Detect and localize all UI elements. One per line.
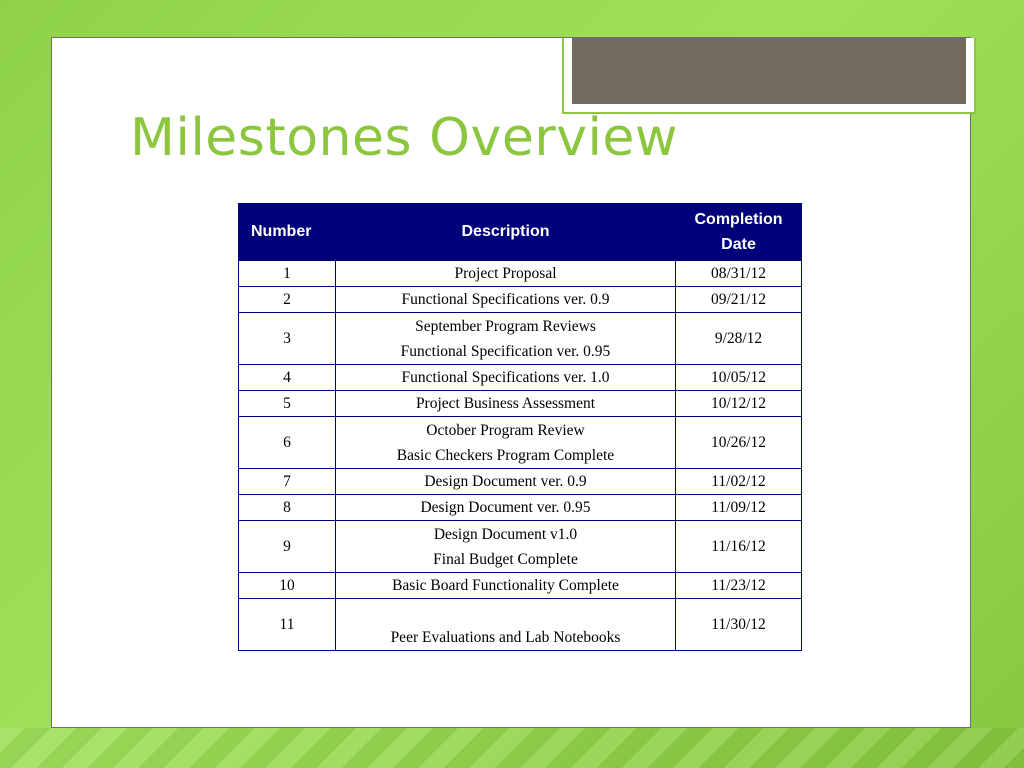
- table-row: [239, 599, 802, 651]
- row-description: [336, 521, 676, 573]
- table-row: [239, 573, 802, 599]
- row-description: Peer Evaluations and Lab Notebooks: [336, 599, 676, 651]
- header-completion-date: [676, 203, 802, 261]
- row-number: 5: [239, 391, 336, 417]
- row-description: [336, 313, 676, 365]
- row-description: Functional Specifications ver. 0.9: [336, 287, 676, 313]
- row-number: 1: [239, 261, 336, 287]
- row-date: 11/23/12: [676, 573, 802, 599]
- table-row: [239, 261, 802, 287]
- table-row: [239, 469, 802, 495]
- header-number: Number: [239, 203, 336, 261]
- row-description-line: Final Budget Complete: [433, 550, 578, 568]
- row-date: 9/28/12: [676, 313, 802, 365]
- row-number: 10: [239, 573, 336, 599]
- header-date-line2: Date: [721, 235, 756, 253]
- row-number: 2: [239, 287, 336, 313]
- row-description: Basic Board Functionality Complete: [336, 573, 676, 599]
- row-date: 11/16/12: [676, 521, 802, 573]
- table-header-row: [239, 203, 802, 261]
- row-number: 8: [239, 495, 336, 521]
- row-description-line: September Program Reviews: [415, 317, 596, 335]
- row-number: 4: [239, 365, 336, 391]
- row-number: 6: [239, 417, 336, 469]
- row-date: 11/02/12: [676, 469, 802, 495]
- table-row: [239, 495, 802, 521]
- milestones-table: [238, 203, 802, 651]
- row-description-line: Functional Specification ver. 0.95: [400, 342, 611, 360]
- row-date: 08/31/12: [676, 261, 802, 287]
- row-description-line: Design Document v1.0: [433, 525, 578, 543]
- row-description: Project Proposal: [336, 261, 676, 287]
- row-number: 7: [239, 469, 336, 495]
- row-description: [336, 417, 676, 469]
- header-description: Description: [336, 203, 676, 261]
- row-description-line: Basic Checkers Program Complete: [396, 446, 615, 464]
- row-date: 09/21/12: [676, 287, 802, 313]
- table-row: [239, 417, 802, 469]
- background-pattern: [0, 728, 1024, 768]
- row-number: 9: [239, 521, 336, 573]
- row-date: 10/12/12: [676, 391, 802, 417]
- row-description: Functional Specifications ver. 1.0: [336, 365, 676, 391]
- row-number: 11: [239, 599, 336, 651]
- row-description: Design Document ver. 0.95: [336, 495, 676, 521]
- table-row: [239, 521, 802, 573]
- table-row: [239, 365, 802, 391]
- row-number: 3: [239, 313, 336, 365]
- header-photo: [572, 38, 966, 104]
- row-description: Design Document ver. 0.9: [336, 469, 676, 495]
- row-date: 10/26/12: [676, 417, 802, 469]
- table-row: [239, 391, 802, 417]
- row-date: 11/30/12: [676, 599, 802, 651]
- row-date: 11/09/12: [676, 495, 802, 521]
- row-date: 10/05/12: [676, 365, 802, 391]
- row-description: Project Business Assessment: [336, 391, 676, 417]
- row-description-line: October Program Review: [426, 421, 585, 439]
- table-row: [239, 313, 802, 365]
- table-row: [239, 287, 802, 313]
- header-date-line1: Completion: [694, 210, 783, 228]
- photo-frame: [562, 38, 976, 114]
- slide-title: Milestones Overview: [130, 108, 678, 168]
